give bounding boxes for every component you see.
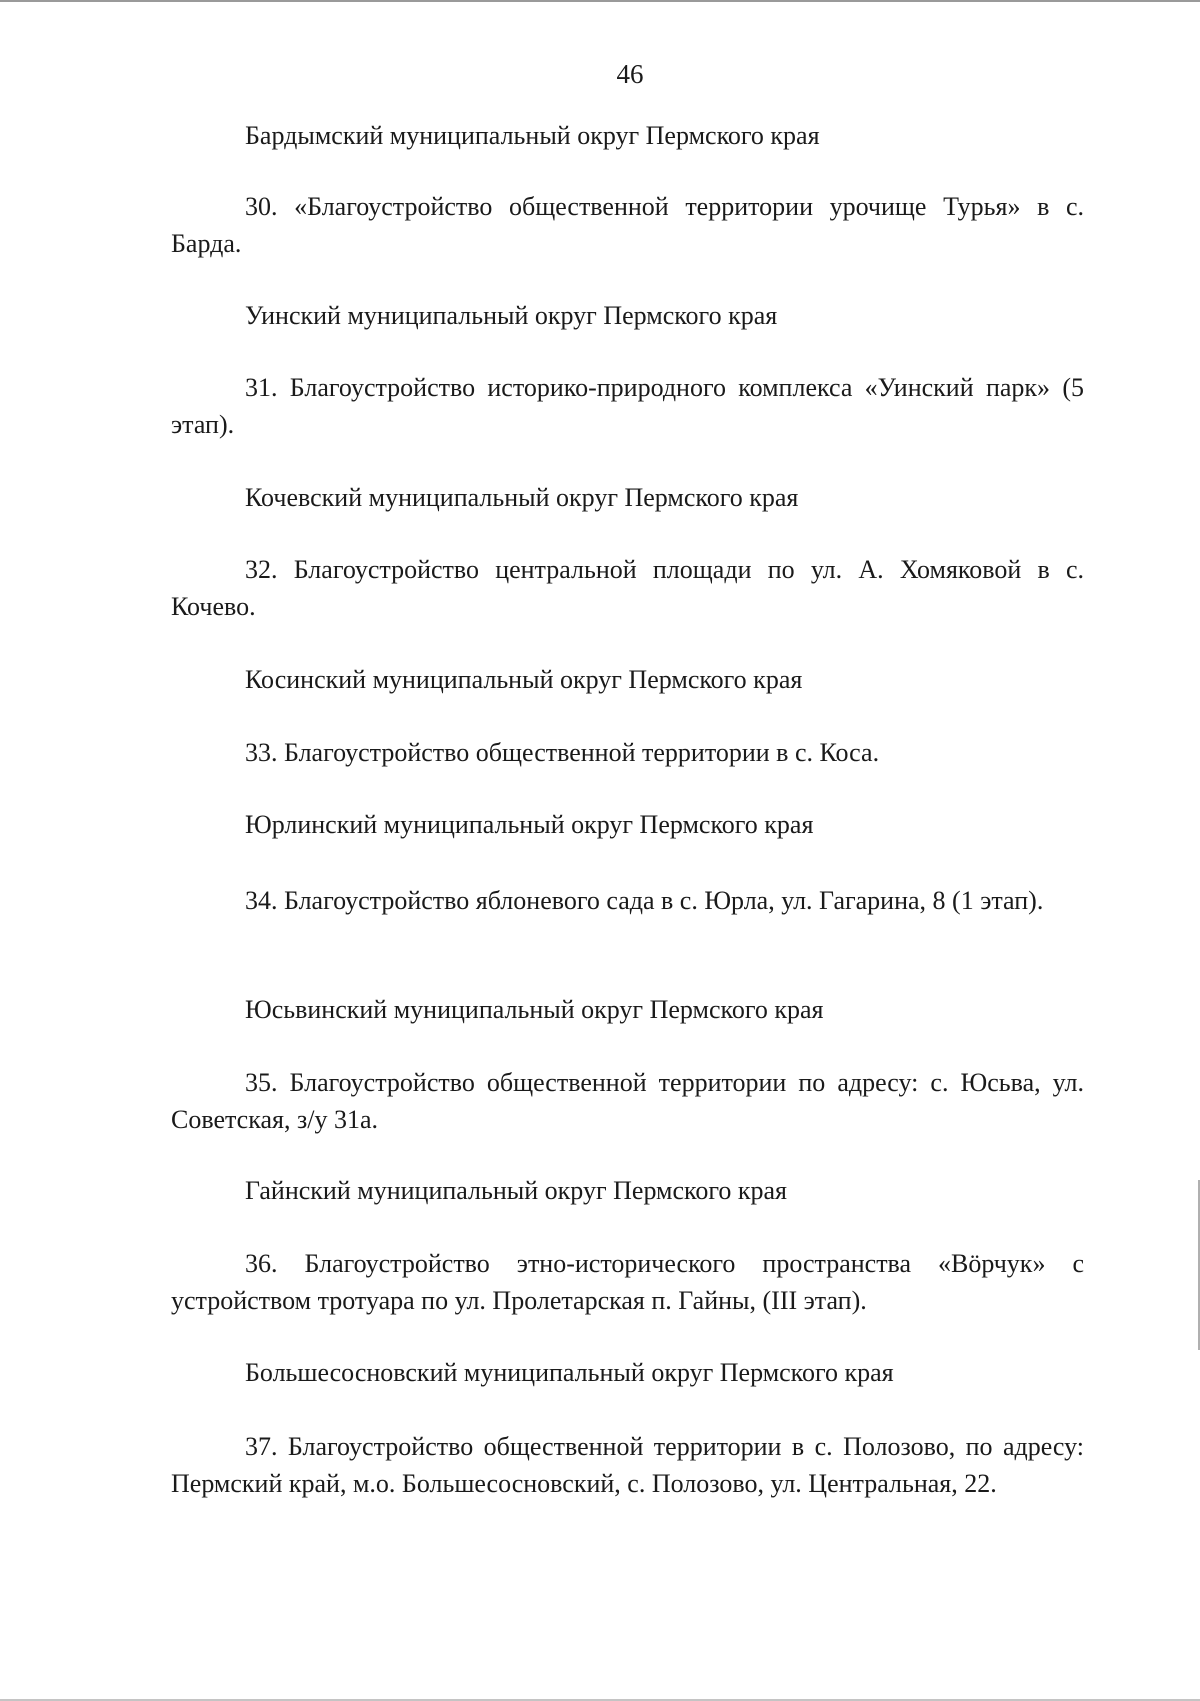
page-number: 46 <box>616 59 644 89</box>
list-item-37: 37. Благоустройство общественной территории в с. Полозово, по адресу: Пермский край, м.о. Большесосновский, с. Полозово, ул. Центральная, 22. <box>171 1432 1084 1498</box>
section-heading-gainsky: Гайнский муниципальный округ Пермского края <box>245 1176 788 1205</box>
section-heading-bolshesosnovsky: Большесосновский муниципальный округ Пермского края <box>245 1358 894 1387</box>
section-heading-yusvinsky: Юсьвинский муниципальный округ Пермского края <box>245 995 824 1024</box>
scan-edge-top <box>0 0 1200 2</box>
list-item-32: 32. Благоустройство центральной площади по ул. А. Хомяковой в с. Кочево. <box>171 555 1084 621</box>
list-item-30: 30. «Благоустройство общественной территории урочище Турья» в с. Барда. <box>171 192 1084 258</box>
list-item-35: 35. Благоустройство общественной территории по адресу: с. Юсьва, ул. Советская, з/у 31а. <box>171 1068 1084 1134</box>
list-item-31: 31. Благоустройство историко-природного комплекса «Уинский парк» (5 этап). <box>171 373 1084 439</box>
section-heading-kochevsky: Кочевский муниципальный округ Пермского края <box>245 483 799 512</box>
section-heading-bardymsky: Бардымский муниципальный округ Пермского края <box>245 121 820 150</box>
list-item-36: 36. Благоустройство этно-исторического пространства «Вӧрчук» с устройством тротуара по ул. Пролетарская п. Гайны, (III этап). <box>171 1249 1084 1315</box>
list-item-34: 34. Благоустройство яблоневого сада в с. Юрла, ул. Гагарина, 8 (1 этап). <box>245 886 1044 915</box>
section-heading-uinsky: Уинский муниципальный округ Пермского края <box>245 301 778 330</box>
list-item-33: 33. Благоустройство общественной территории в с. Коса. <box>245 738 880 767</box>
section-heading-yurlinsky: Юрлинский муниципальный округ Пермского края <box>245 810 814 839</box>
section-heading-kosinsky: Косинский муниципальный округ Пермского края <box>245 665 803 694</box>
